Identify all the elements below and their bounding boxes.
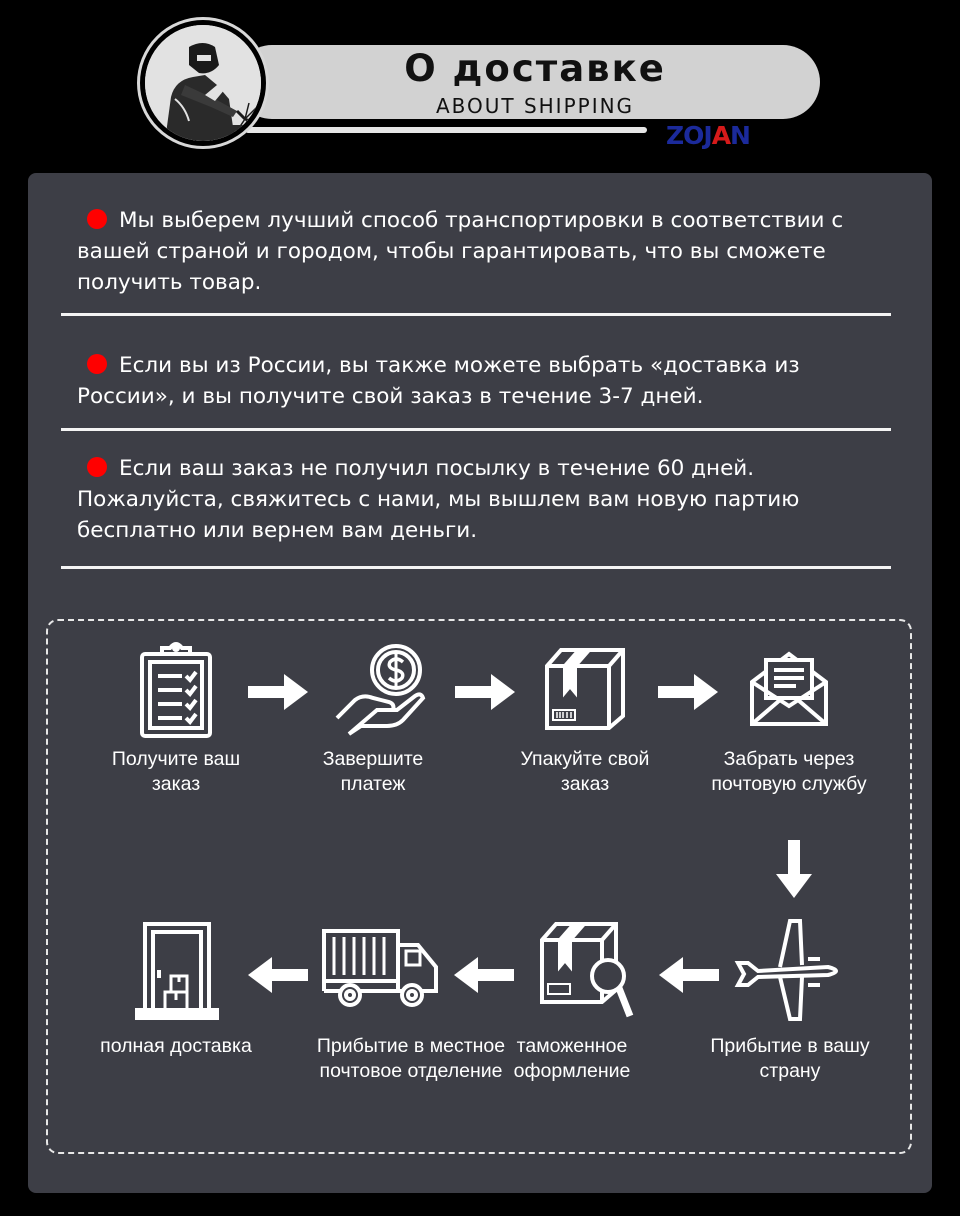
step-label: Завершите платеж — [322, 748, 424, 795]
bullet-dot — [87, 354, 107, 374]
truck-icon — [320, 927, 440, 1011]
clipboard-icon — [138, 640, 214, 740]
step-label: Упакуйте свой заказ — [520, 748, 650, 795]
envelope-icon — [748, 648, 830, 728]
step-label: полная доставка — [100, 1035, 252, 1057]
divider — [61, 566, 891, 569]
page-title: О доставке — [404, 47, 666, 90]
arrow-right-icon — [248, 674, 308, 714]
bullet-dot — [87, 209, 107, 229]
info-item — [77, 453, 897, 546]
header — [0, 0, 960, 170]
info-text: Если ваш заказ не получил посылку в течение 60 дней. Пожалуйста, свяжитесь с нами, мы вышлем вам новую партию бесплатно или вернем вам деньги. — [77, 456, 800, 543]
brand-logo-part: N — [730, 121, 750, 150]
arrow-down-icon — [776, 840, 812, 902]
info-text: Если вы из России, вы также можете выбрать «доставка из России», и вы получите свой заказ в течение 3-7 дней. — [77, 353, 800, 409]
step-label: таможенное оформление — [513, 1035, 631, 1082]
bullet-dot — [87, 457, 107, 477]
brand-logo — [666, 121, 750, 150]
step-label: Забрать через почтовую службу — [711, 748, 867, 795]
info-item — [77, 205, 897, 298]
info-item — [77, 350, 897, 412]
arrow-left-icon — [248, 957, 308, 997]
info-text: Мы выберем лучший способ транспортировки в соответствии с вашей страной и городом, чтобы гарантировать, что вы сможете получить товар. — [77, 208, 844, 295]
door-icon — [135, 920, 219, 1020]
brand-logo-part: ZOJ — [666, 121, 712, 150]
divider — [61, 428, 891, 431]
divider — [61, 313, 891, 316]
step-label: Получите ваш заказ — [111, 748, 241, 795]
step-label: Прибытие в вашу страну — [710, 1035, 870, 1082]
arrow-left-icon — [659, 957, 719, 997]
airplane-icon — [730, 915, 846, 1025]
welder-emblem — [137, 17, 269, 149]
arrow-left-icon — [454, 957, 514, 997]
arrow-right-icon — [658, 674, 718, 714]
payment-hand-icon — [333, 642, 428, 737]
step-label: Прибытие в местное почтовое отделение — [316, 1035, 506, 1082]
title-underline — [245, 127, 647, 133]
page-subtitle: ABOUT SHIPPING — [435, 94, 635, 118]
arrow-right-icon — [455, 674, 515, 714]
box-icon — [543, 646, 627, 732]
box-inspection-icon — [538, 920, 634, 1020]
welder-icon — [145, 25, 261, 141]
brand-logo-accent: A — [711, 121, 731, 150]
